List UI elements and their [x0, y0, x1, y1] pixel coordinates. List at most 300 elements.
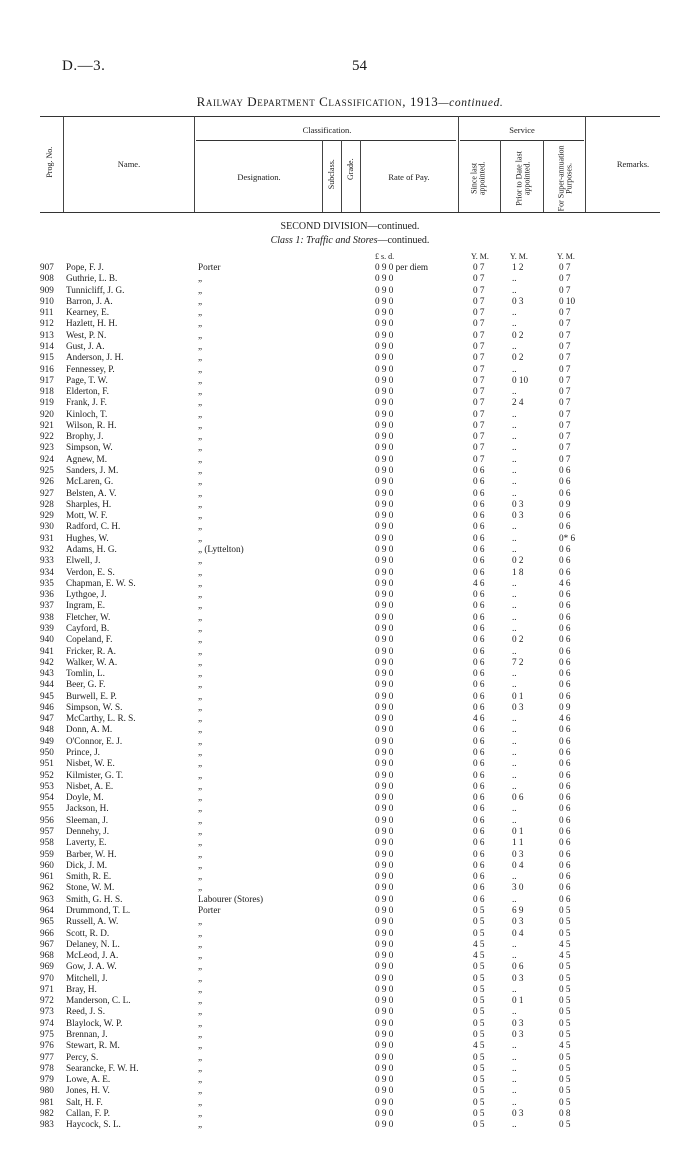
rate-cell: 0 9 0 [375, 645, 394, 656]
prog-no-cell: 911 [40, 307, 54, 318]
rate-cell: 0 9 0 [375, 566, 394, 577]
designation-cell: „ [198, 510, 203, 521]
prior-cell: 0 3 [512, 972, 524, 983]
prog-no-cell: 956 [40, 814, 54, 825]
since-cell: 0 6 [473, 679, 485, 690]
prior-cell: .. [512, 983, 517, 994]
since-cell: 0 7 [473, 295, 485, 306]
prog-no-cell: 977 [40, 1051, 54, 1062]
name-cell: Salt, H. F. [66, 1096, 103, 1107]
rate-cell: 0 9 0 [375, 1074, 394, 1085]
name-cell: Sleeman, J. [66, 814, 109, 825]
super-cell: 0 7 [559, 340, 571, 351]
since-cell: 0 6 [473, 882, 485, 893]
header-designation: Designation. [237, 172, 281, 182]
since-cell: 0 6 [473, 600, 485, 611]
designation-cell: „ [198, 690, 203, 701]
rate-cell: 0 9 0 [375, 408, 394, 419]
name-cell: Walker, W. A. [66, 656, 118, 667]
designation-cell: „ [198, 442, 203, 453]
super-cell: 0 6 [559, 690, 571, 701]
designation-cell: „ [198, 532, 203, 543]
header-remarks: Remarks. [616, 159, 650, 169]
name-cell: O'Connor, E. J. [66, 735, 123, 746]
designation-cell: „ [198, 634, 203, 645]
prog-no-cell: 920 [40, 408, 54, 419]
super-cell: 4 6 [559, 577, 571, 588]
rate-cell: 0 9 0 [375, 1119, 394, 1130]
page-title [0, 94, 700, 110]
table-row [0, 555, 700, 566]
prior-cell: .. [512, 679, 517, 690]
prog-no-cell: 957 [40, 826, 54, 836]
prog-no-cell: 943 [40, 668, 54, 679]
designation-cell: „ [198, 622, 203, 633]
designation-cell: „ [198, 1051, 203, 1062]
since-cell: 0 6 [473, 645, 485, 656]
since-cell: 0 6 [473, 859, 485, 870]
prog-no-cell: 940 [40, 634, 54, 645]
prog-no-cell: 954 [40, 792, 54, 803]
rate-cell: 0 9 0 [375, 848, 394, 859]
rate-cell: 0 9 0 [375, 938, 394, 949]
designation-cell: „ [198, 465, 203, 476]
table-row [0, 386, 700, 397]
prog-no-cell: 937 [40, 600, 54, 611]
designation-cell: „ [198, 487, 203, 498]
rate-cell: 0 9 0 [375, 1062, 394, 1073]
name-cell: Reed, J. S. [66, 1006, 106, 1017]
prog-no-cell: 945 [40, 690, 54, 701]
name-cell: Beer, G. F. [66, 679, 106, 690]
since-cell: 0 6 [473, 814, 485, 825]
name-cell: Callan, F. P. [66, 1108, 110, 1118]
table-row [0, 679, 700, 690]
since-cell: 0 6 [473, 792, 485, 803]
since-cell: 0 6 [473, 656, 485, 667]
super-cell: 0 6 [559, 544, 571, 554]
designation-cell: „ [198, 769, 203, 780]
since-cell: 0 5 [473, 927, 485, 938]
rate-cell: 0 9 0 [375, 972, 394, 983]
name-cell: West, P. N. [66, 329, 107, 340]
rate-cell: 0 9 0 [375, 1040, 394, 1051]
prog-no-cell: 924 [40, 453, 54, 464]
prog-no-cell: 962 [40, 882, 54, 893]
table-row [0, 1108, 700, 1119]
col-divider-9 [585, 116, 586, 212]
prog-no-cell: 933 [40, 555, 54, 566]
table-row [0, 770, 700, 781]
prog-no-cell: 969 [40, 961, 54, 972]
prior-cell: .. [512, 487, 517, 498]
super-cell: 4 6 [559, 713, 571, 724]
col-divider-7 [500, 140, 501, 212]
name-cell: Verdon, E. S. [66, 566, 115, 577]
since-cell: 0 6 [473, 747, 485, 758]
prior-cell: .. [512, 284, 517, 295]
prior-cell: .. [512, 1062, 517, 1073]
prog-no-cell: 922 [40, 431, 54, 442]
prog-no-cell: 965 [40, 916, 54, 927]
name-cell: McCarthy, L. R. S. [66, 713, 136, 724]
super-cell: 0 7 [559, 386, 571, 397]
name-cell: Burwell, E. P. [66, 690, 117, 701]
designation-cell: „ [198, 916, 203, 927]
table-row [0, 973, 700, 984]
super-cell: 0 6 [559, 814, 571, 825]
table-row [0, 928, 700, 939]
super-cell: 0 5 [559, 1006, 571, 1017]
super-cell: 0 6 [559, 724, 571, 735]
rate-cell: 0 9 0 [375, 386, 394, 397]
rate-cell: 0 9 0 [375, 284, 394, 295]
table-row [0, 307, 700, 318]
designation-cell: „ [198, 1108, 203, 1118]
name-cell: Haycock, S. L. [66, 1119, 121, 1130]
super-cell: 0 7 [559, 352, 571, 363]
since-cell: 4 6 [473, 713, 485, 724]
super-cell: 0 6 [559, 803, 571, 814]
name-cell: Drummond, T. L. [66, 904, 131, 915]
since-cell: 0 6 [473, 510, 485, 521]
prog-no-cell: 938 [40, 611, 54, 622]
table-row [0, 510, 700, 521]
super-cell: 4 5 [559, 950, 571, 961]
table-row [0, 600, 700, 611]
name-cell: Guthrie, L. B. [66, 273, 118, 284]
table-row [0, 634, 700, 645]
designation-cell: „ [198, 713, 203, 724]
header-service: Service [509, 125, 535, 135]
designation-cell: „ [198, 577, 203, 588]
table-row [0, 961, 700, 972]
prior-cell: .. [512, 600, 517, 611]
prior-cell: .. [512, 893, 517, 904]
name-cell: Delaney, N. L. [66, 938, 120, 949]
super-cell: 0 6 [559, 735, 571, 746]
prog-no-cell: 975 [40, 1029, 54, 1040]
rate-cell: 0 9 0 [375, 1108, 394, 1118]
since-cell: 0 5 [473, 904, 485, 915]
since-cell: 0 6 [473, 780, 485, 791]
prior-cell: .. [512, 1051, 517, 1062]
super-cell: 0 9 [559, 498, 571, 509]
super-cell: 0 6 [559, 837, 571, 848]
name-cell: Frank, J. F. [66, 397, 107, 408]
name-cell: Lythgoe, J. [66, 589, 107, 600]
rate-cell: 0 9 0 per diem [375, 262, 429, 272]
designation-cell: „ [198, 363, 203, 374]
rate-cell: 0 9 0 [375, 273, 394, 284]
prog-no-cell: 959 [40, 848, 54, 859]
designation-cell: „ [198, 826, 203, 836]
table-row [0, 1029, 700, 1040]
rate-cell: 0 9 0 [375, 690, 394, 701]
rate-cell: 0 9 0 [375, 758, 394, 769]
rate-cell: 0 9 0 [375, 487, 394, 498]
since-cell: 0 7 [473, 262, 485, 272]
table-row [0, 691, 700, 702]
since-cell: 0 6 [473, 521, 485, 532]
super-cell: 0 6 [559, 679, 571, 690]
rate-cell: 0 9 0 [375, 453, 394, 464]
since-cell: 0 7 [473, 386, 485, 397]
prog-no-cell: 919 [40, 397, 54, 408]
rate-cell: 0 9 0 [375, 318, 394, 329]
prog-no-cell: 981 [40, 1096, 54, 1107]
table-row [0, 273, 700, 284]
prior-cell: .. [512, 1006, 517, 1017]
super-cell: 0 6 [559, 566, 571, 577]
prog-no-cell: 966 [40, 927, 54, 938]
name-cell: Belsten, A. V. [66, 487, 117, 498]
rate-cell: 0 9 0 [375, 735, 394, 746]
since-cell: 0 7 [473, 273, 485, 284]
designation-cell: „ [198, 950, 203, 961]
since-cell: 0 6 [473, 837, 485, 848]
prior-cell: 3 0 [512, 882, 524, 893]
rate-cell: 0 9 0 [375, 374, 394, 385]
designation-cell: „ [198, 273, 203, 284]
prog-no-cell: 960 [40, 859, 54, 870]
prog-no-cell: 931 [40, 532, 54, 543]
table-row [0, 533, 700, 544]
name-cell: Jones, H. V. [66, 1085, 110, 1096]
designation-cell: „ [198, 307, 203, 318]
prog-no-cell: 980 [40, 1085, 54, 1096]
name-cell: Tomlin, L. [66, 668, 105, 679]
since-cell: 0 6 [473, 555, 485, 566]
prior-cell: 0 3 [512, 510, 524, 521]
table-row [0, 476, 700, 487]
prior-cell: 0 4 [512, 859, 524, 870]
designation-cell: „ [198, 882, 203, 893]
since-cell: 0 6 [473, 848, 485, 859]
rate-cell: 0 9 0 [375, 521, 394, 532]
prior-cell: .. [512, 408, 517, 419]
table-row [0, 803, 700, 814]
designation-cell: „ [198, 1006, 203, 1017]
table-row [0, 521, 700, 532]
prior-cell: .. [512, 453, 517, 464]
since-cell: 0 7 [473, 307, 485, 318]
rate-cell: 0 9 0 [375, 961, 394, 972]
name-cell: Ingram, E. [66, 600, 106, 611]
prior-cell: 0 3 [512, 848, 524, 859]
name-cell: Cayford, B. [66, 622, 110, 633]
super-cell: 0 6 [559, 521, 571, 532]
page-header-left: D.—3. [62, 58, 106, 74]
prior-cell: .. [512, 544, 517, 554]
prior-cell: .. [512, 611, 517, 622]
prog-no-cell: 973 [40, 1006, 54, 1017]
super-cell: 0 5 [559, 916, 571, 927]
designation-cell: „ [198, 1062, 203, 1073]
prog-no-cell: 932 [40, 544, 54, 554]
rate-cell: 0 9 0 [375, 1017, 394, 1028]
prior-cell: .. [512, 363, 517, 374]
rate-cell: 0 9 0 [375, 701, 394, 712]
table-row [0, 1018, 700, 1029]
class-prefix: Class 1: [270, 235, 304, 246]
class-heading [0, 235, 700, 246]
name-cell: Elderton, F. [66, 386, 109, 397]
rate-cell: 0 9 0 [375, 859, 394, 870]
rate-cell: 0 9 0 [375, 397, 394, 408]
super-cell: 0 6 [559, 882, 571, 893]
since-cell: 0 5 [473, 1062, 485, 1073]
rate-cell: 0 9 0 [375, 329, 394, 340]
table-row [0, 1085, 700, 1096]
table-row [0, 296, 700, 307]
rate-cell: 0 9 0 [375, 724, 394, 735]
super-cell: 0 6 [559, 668, 571, 679]
super-cell: 0 6 [559, 792, 571, 803]
designation-cell: „ [198, 961, 203, 972]
name-cell: Searancke, F. W. H. [66, 1062, 139, 1073]
designation-cell: Porter [198, 262, 221, 272]
designation-cell: „ [198, 397, 203, 408]
designation-cell: „ [198, 848, 203, 859]
table-row [0, 747, 700, 758]
since-cell: 0 5 [473, 1074, 485, 1085]
header-subclass: Subclass. [326, 159, 336, 190]
table-row [0, 262, 700, 273]
super-cell: 0 6 [559, 611, 571, 622]
prog-no-cell: 949 [40, 735, 54, 746]
header-bottom-rule [40, 212, 660, 213]
rate-cell: 0 9 0 [375, 679, 394, 690]
table-row [0, 442, 700, 453]
rate-cell: 0 9 0 [375, 713, 394, 724]
name-cell: Smith, G. H. S. [66, 893, 123, 904]
name-cell: Donn, A. M. [66, 724, 113, 735]
prior-cell: 0 1 [512, 690, 524, 701]
name-cell: Mitchell, J. [66, 972, 108, 983]
prior-cell: .. [512, 1085, 517, 1096]
prior-cell: .. [512, 431, 517, 442]
name-cell: Hazlett, H. H. [66, 318, 118, 329]
table-row [0, 341, 700, 352]
name-cell: Lowe, A. E. [66, 1074, 111, 1085]
table-row [0, 792, 700, 803]
table-row [0, 736, 700, 747]
prog-no-cell: 968 [40, 950, 54, 961]
table-row [0, 939, 700, 950]
prog-no-cell: 918 [40, 386, 54, 397]
prior-cell: .. [512, 1074, 517, 1085]
rate-cell: 0 9 0 [375, 814, 394, 825]
name-cell: Elwell, J. [66, 555, 101, 566]
prior-cell: 6 9 [512, 904, 524, 915]
super-cell: 0 5 [559, 1074, 571, 1085]
header-grade: Grade. [345, 158, 355, 180]
rate-cell: 0 9 0 [375, 1029, 394, 1040]
super-cell: 0 6 [559, 645, 571, 656]
prior-cell: 0 6 [512, 961, 524, 972]
rate-cell: 0 9 0 [375, 882, 394, 893]
rate-cell: 0 9 0 [375, 837, 394, 848]
prior-cell: .. [512, 622, 517, 633]
super-cell: 0 6 [559, 780, 571, 791]
name-cell: Simpson, W. [66, 442, 113, 453]
super-cell: 0 6 [559, 589, 571, 600]
prog-no-cell: 934 [40, 566, 54, 577]
name-cell: Kinloch, T. [66, 408, 108, 419]
super-cell: 4 5 [559, 1040, 571, 1051]
since-cell: 0 5 [473, 1029, 485, 1040]
super-cell: 0 6 [559, 826, 571, 836]
table-row [0, 713, 700, 724]
since-cell: 0 7 [473, 408, 485, 419]
prog-no-cell: 971 [40, 983, 54, 994]
designation-cell: „ [198, 284, 203, 295]
prior-cell: 0 2 [512, 352, 524, 363]
prior-cell: .. [512, 307, 517, 318]
super-cell: 0 7 [559, 453, 571, 464]
prior-cell: .. [512, 950, 517, 961]
prior-cell: .. [512, 476, 517, 487]
name-cell: Gust, J. A. [66, 340, 105, 351]
super-cell: 0 7 [559, 329, 571, 340]
header-super: For Super-annuation Purposes. [556, 145, 574, 212]
table-row [0, 397, 700, 408]
designation-cell: „ [198, 972, 203, 983]
rate-cell: 0 9 0 [375, 983, 394, 994]
designation-cell: „ [198, 1085, 203, 1096]
since-cell: 0 5 [473, 1085, 485, 1096]
prog-no-cell: 955 [40, 803, 54, 814]
prog-no-cell: 928 [40, 498, 54, 509]
prior-cell: .. [512, 871, 517, 882]
header-rate: Rate of Pay. [388, 172, 430, 182]
since-cell: 0 6 [473, 724, 485, 735]
super-cell: 0 5 [559, 1085, 571, 1096]
name-cell: Kearney, E. [66, 307, 110, 318]
name-cell: Doyle, M. [66, 792, 104, 803]
header-prior: Prior to Date last appointed. [514, 151, 532, 206]
designation-cell: „ [198, 295, 203, 306]
table-row [0, 364, 700, 375]
since-cell: 0 6 [473, 634, 485, 645]
since-cell: 0 6 [473, 758, 485, 769]
table-row [0, 1052, 700, 1063]
prog-no-cell: 936 [40, 589, 54, 600]
since-cell: 0 7 [473, 431, 485, 442]
designation-cell: „ [198, 724, 203, 735]
prog-no-cell: 974 [40, 1017, 54, 1028]
designation-cell: „ [198, 938, 203, 949]
prior-cell: .. [512, 1119, 517, 1130]
super-cell: 0 6 [559, 465, 571, 476]
prog-no-cell: 929 [40, 510, 54, 521]
rate-cell: 0 9 0 [375, 927, 394, 938]
designation-cell: „ [198, 1029, 203, 1040]
since-cell: 0 6 [473, 690, 485, 701]
table-row [0, 499, 700, 510]
prog-no-cell: 926 [40, 476, 54, 487]
since-cell: 0 6 [473, 465, 485, 476]
table-row [0, 578, 700, 589]
since-cell: 0 7 [473, 329, 485, 340]
super-cell: 0 7 [559, 307, 571, 318]
super-cell: 0 5 [559, 927, 571, 938]
name-cell: Simpson, W. S. [66, 701, 123, 712]
name-cell: Wilson, R. H. [66, 419, 117, 430]
name-cell: Barber, W. H. [66, 848, 117, 859]
prog-no-cell: 912 [40, 318, 54, 329]
